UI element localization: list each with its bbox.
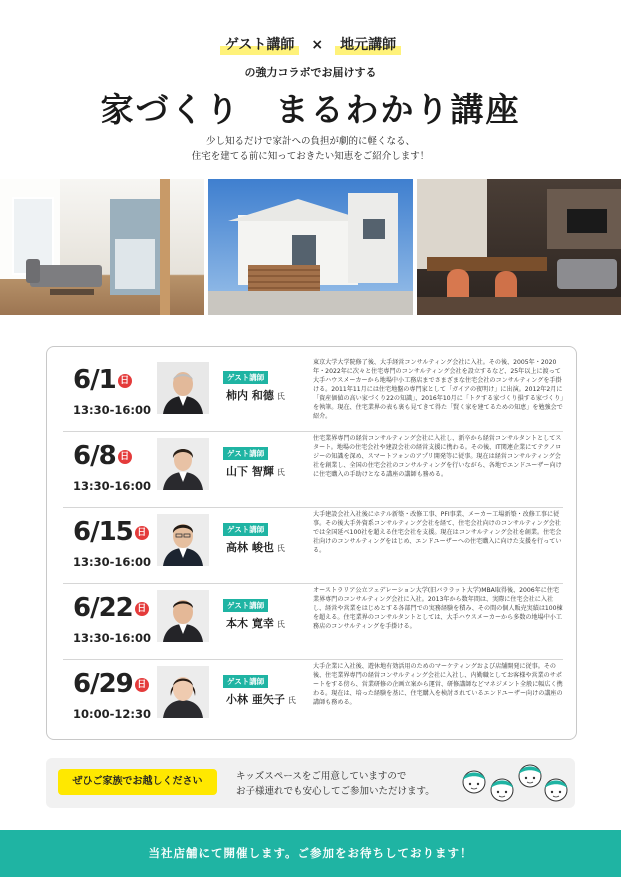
kids-illustration-icon — [456, 760, 571, 806]
lecture-date — [73, 441, 132, 471]
honorific: 氏 — [276, 392, 285, 401]
honorific: 氏 — [287, 696, 296, 705]
lecturer-photo — [157, 590, 209, 642]
house-exterior-photo — [208, 179, 413, 315]
lecturer-bio: 住宅業界専門の経営コンサルティング会社に入社し、新卒から経営コンサルタントとしてスタート。地場の住宅会社や建設会社の経営支援に携わる。その後、IT関連企業にてテクノロジーの知識を深め、スマートフォンのアプリ開発等に従事。現在は経営コンサルティング会社を創業し、全国の住宅会社のコンサルティングを行いながら、各地でエンドユーザー向けに住宅購入の手助けとなる講座の講師も務める。 — [313, 435, 562, 478]
lecture-date — [73, 669, 149, 699]
guest-lecturer-tag: ゲスト講師 — [223, 599, 268, 612]
collab-row — [0, 35, 621, 55]
lecturer-bio: 大手企業に入社後、遊休地有効活用のためのマーケティングおよび店舗開発に従事。その後、住宅業界専門の経営コンサルティング会社に入社し、内勤職としてお客様や営業のサポートをする傍ら、営業研修の企画立案から運営、研修講師などマネジメント全般に幅広く携わる。現在は、培った経験を基に、住宅購入を検討されているエンドユーザー向けの講座の講師も務める。 — [313, 663, 563, 706]
sunday-badge: 日 — [118, 450, 132, 464]
lecturer-name — [226, 463, 285, 479]
lecturer-photo — [157, 438, 209, 490]
kids-space-line-1: キッズスペースをご用意していますので — [236, 771, 407, 782]
lecture-time: 13:30-16:00 — [73, 403, 151, 417]
date-text: 6/15 — [73, 517, 133, 547]
kids-space-text — [236, 769, 435, 799]
lecture-row — [63, 431, 563, 508]
lecturer-name-text: 高林 峻也 — [226, 541, 274, 554]
honorific: 氏 — [276, 544, 285, 553]
local-lecturer-highlight: 地元講師 — [335, 35, 401, 55]
lead-line-1: 少し知るだけで家計への負担が劇的に軽くなる、 — [205, 136, 415, 147]
lecturer-photo — [157, 666, 209, 718]
sunday-badge: 日 — [118, 374, 132, 388]
guest-lecturer-tag: ゲスト講師 — [223, 523, 268, 536]
honorific: 氏 — [276, 620, 285, 629]
lecture-time: 10:00-12:30 — [73, 707, 151, 721]
lecture-date — [73, 593, 149, 623]
family-notice — [46, 758, 575, 808]
lecture-row — [63, 355, 563, 432]
lecturer-name — [226, 691, 296, 707]
cross-mark: × — [311, 37, 324, 53]
portrait-icon — [157, 666, 209, 718]
dining-room-photo — [417, 179, 621, 315]
lecturer-name — [226, 539, 285, 555]
portrait-icon — [157, 438, 209, 490]
lecturer-bio: オーストラリア公立フェデレーション大学(旧バララット大学)MBA取得後、2006年に住宅業界専門のコンサルティング会社に入社。2013年から数年間は、実際に住宅会社に入社し、経営や営業をはじめとする各部門での実務経験を積み、その間の個人販売実績は100棟を超える。住宅業界のコンサルタントとしては、大手ハウスメーカーから多数の地場中小工務店のコンサルティングを手掛ける。 — [313, 587, 563, 630]
sunday-badge: 日 — [135, 526, 149, 540]
lecturer-photo — [157, 514, 209, 566]
lecturer-name-text: 小林 亜矢子 — [226, 693, 285, 706]
lecture-date — [73, 365, 132, 395]
portrait-icon — [157, 514, 209, 566]
living-room-photo — [0, 179, 204, 315]
guest-lecturer-tag: ゲスト講師 — [223, 371, 268, 384]
kids-space-line-2: お子様連れでも安心してご参加いただけます。 — [236, 786, 435, 797]
portrait-icon — [157, 590, 209, 642]
lecturer-name-text: 柿内 和德 — [226, 389, 274, 402]
lead-text — [0, 134, 621, 164]
guest-lecturer-tag: ゲスト講師 — [223, 447, 268, 460]
sunday-badge: 日 — [135, 678, 149, 692]
lecturer-name-text: 本木 寛幸 — [226, 617, 274, 630]
lecturer-bio: 大手建設会社入社後にホテル新築・改修工事、PFI事業、メーカー工場新築・改修工事に従事。その後大手外資系コンサルティング会社を経て、住宅会社向けのコンサルティング会社では全国延べ100社を超える住宅会社を支援。現在はコンサルティング会社を創業。住宅会社向けのコンサルティングをはじめ、エンドユーザーへの住宅購入に向けた支援を行っている。 — [313, 511, 562, 554]
lecture-time: 13:30-16:00 — [73, 631, 151, 645]
subtitle: の強力コラボでお届けする — [244, 66, 377, 79]
lecture-row — [63, 659, 563, 735]
lecture-time: 13:30-16:00 — [73, 479, 151, 493]
date-text: 6/1 — [73, 365, 116, 395]
lecturer-name-text: 山下 智輝 — [226, 465, 274, 478]
footer-text: 当社店舗にて開催します。ご参加をお待ちしております！ — [148, 846, 473, 860]
header — [0, 0, 621, 175]
lecturer-name — [226, 387, 285, 403]
photo-strip — [0, 179, 621, 315]
lecturer-bio: 東京大学大学院修了後、大手経営コンサルティング会社に入社。その後、2005年・2020年・2022年に次々と住宅専門のコンサルティング会社を設立するなど、25年以上に渡って大手ハウスメーカーから地場中小工務店までさまざまな住宅会社のコンサルティングを手掛ける。2011年11月には住宅地盤の専門家として「ガイアの夜明け」に出演。2012年2月に「資産価値の高い家づくり22の知識」、2016年10月に「トクする家づくり損する家づくり」を執筆。現在、住宅業界の表も裏も見てきて得た「賢く家を建てるための知恵」を勉強会で紹介。 — [313, 359, 564, 420]
lecture-row — [63, 583, 563, 660]
date-text: 6/8 — [73, 441, 116, 471]
lecture-schedule-card — [46, 346, 577, 740]
guest-lecturer-tag: ゲスト講師 — [223, 675, 268, 688]
lead-line-2: 住宅を建てる前に知っておきたい知恵をご紹介します！ — [191, 151, 430, 162]
family-welcome-label: ぜひご家族でお越しください — [58, 769, 217, 795]
guest-lecturer-highlight: ゲスト講師 — [220, 35, 299, 55]
lecture-time: 13:30-16:00 — [73, 555, 151, 569]
sunday-badge: 日 — [135, 602, 149, 616]
footer-banner — [0, 830, 621, 877]
portrait-icon — [157, 362, 209, 414]
lecturer-photo — [157, 362, 209, 414]
page-title: 家づくり まるわかり講座 — [100, 90, 521, 129]
lecture-row — [63, 507, 563, 584]
date-text: 6/22 — [73, 593, 133, 623]
date-text: 6/29 — [73, 669, 133, 699]
lecture-date — [73, 517, 149, 547]
honorific: 氏 — [276, 468, 285, 477]
lecturer-name — [226, 615, 285, 631]
